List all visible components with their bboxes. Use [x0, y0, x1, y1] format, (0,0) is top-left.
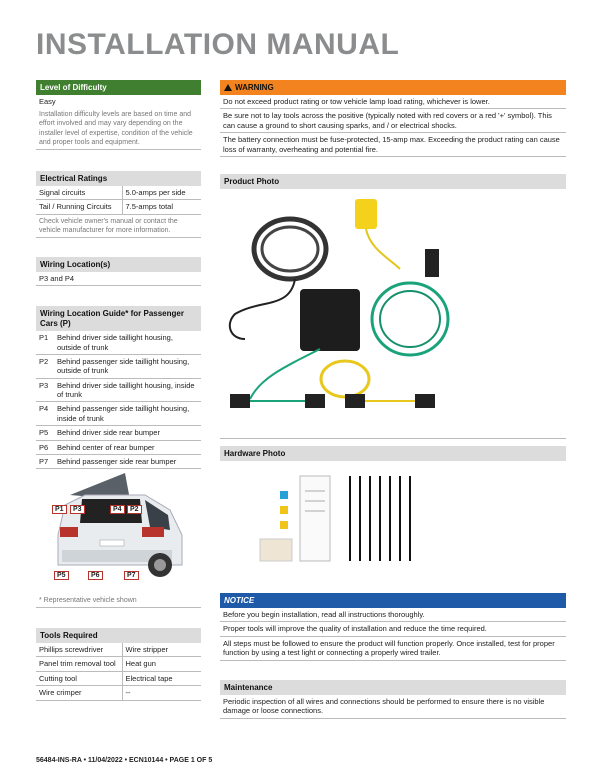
wiring-harness-image: [220, 189, 566, 439]
difficulty-note: Installation difficulty levels are based on time and effort involved and may vary depending on the installer level of expertise, condition of the vehicle and proper tools and equipment.: [36, 108, 201, 149]
table-row: [36, 643, 201, 657]
cell: P7: [36, 454, 54, 468]
cell: Behind driver side taillight housing, inside of trunk: [54, 378, 201, 402]
page-footer: 56484-INS-RA • 11/04/2022 • ECN10144 • PAGE 1 OF 5: [36, 757, 213, 764]
table-row: [36, 378, 201, 402]
warning-icon: [224, 84, 232, 91]
electrical-header: Electrical Ratings: [36, 171, 201, 186]
maintenance-text: Periodic inspection of all wires and connections should be performed to ensure there is no visible damage or loose connections.: [220, 695, 566, 719]
notice-header: NOTICE: [220, 593, 566, 608]
table-row: [36, 402, 201, 426]
cell: P3: [36, 378, 54, 402]
vehicle-illustration: [50, 465, 190, 585]
product-photo-header: Product Photo: [220, 174, 566, 189]
hardware-image: [220, 461, 566, 586]
warning-line-2: Be sure not to lay tools across the positive (typically noted with red covers or a red '+' symbol). This can cause a ground to short causing sparks, and / or electrical shocks.: [220, 109, 566, 133]
difficulty-level: Easy: [39, 97, 56, 106]
guide-table: [36, 331, 201, 469]
notice-section: [220, 593, 566, 661]
maintenance-header: Maintenance: [220, 680, 566, 695]
warning-section: [220, 80, 566, 157]
notice-line-2: Proper tools will improve the quality of installation and reduce the time required.: [220, 622, 566, 636]
hardware-photo: [220, 461, 566, 586]
cell: Heat gun: [122, 657, 201, 671]
warning-title: WARNING: [235, 83, 274, 92]
electrical-section: [36, 171, 201, 238]
cell: P4: [36, 402, 54, 426]
table-row: [36, 440, 201, 454]
warning-line-3: The battery connection must be fuse-protected, 15-amp max. Exceeding the product rating can cause loss of warranty, overheating and potential fire.: [220, 133, 566, 157]
label-p1: P1: [52, 505, 67, 514]
notice-line-3: All steps must be followed to ensure the product will function properly. Once installed, test for proper function by using a test light or connecting a properly wired trailer.: [220, 637, 566, 661]
page-title: INSTALLATION MANUAL: [36, 28, 400, 61]
cell: Cutting tool: [36, 671, 122, 685]
notice-line-1: Before you begin installation, read all instructions thoroughly.: [220, 608, 566, 622]
label-p3: P3: [70, 505, 85, 514]
tools-table: [36, 643, 201, 701]
label-p4: P4: [110, 505, 125, 514]
hardware-photo-header: Hardware Photo: [220, 446, 566, 461]
table-row: [36, 426, 201, 440]
electrical-note: Check vehicle owner's manual or contact the vehicle manufacturer for more information.: [36, 215, 201, 238]
guide-header: Wiring Location Guide* for Passenger Cars (P): [36, 306, 201, 331]
cell: 7.5-amps total: [122, 200, 201, 214]
guide-section: [36, 306, 201, 469]
table-row: [36, 186, 201, 200]
cell: P2: [36, 354, 54, 378]
hardware-photo-section: [220, 446, 566, 586]
table-row: [36, 671, 201, 685]
wiring-location-section: [36, 257, 201, 286]
cell: 5.0-amps per side: [122, 186, 201, 200]
warning-line-1: Do not exceed product rating or tow vehicle lamp load rating, whichever is lower.: [220, 95, 566, 109]
tools-header: Tools Required: [36, 628, 201, 643]
cell: Wire stripper: [122, 643, 201, 657]
difficulty-header: Level of Difficulty: [36, 80, 201, 95]
product-photo: [220, 189, 566, 439]
cell: Panel trim removal tool: [36, 657, 122, 671]
cell: Behind center of rear bumper: [54, 440, 201, 454]
cell: Wire crimper: [36, 686, 122, 700]
label-p7: P7: [124, 571, 139, 580]
tools-section: [36, 628, 201, 701]
label-p2: P2: [127, 505, 142, 514]
table-row: [36, 354, 201, 378]
cell: Electrical tape: [122, 671, 201, 685]
caption-section: [36, 594, 201, 608]
label-p5: P5: [54, 571, 69, 580]
table-row: [36, 200, 201, 214]
vehicle-caption: * Representative vehicle shown: [36, 594, 201, 608]
wiring-location-value: P3 and P4: [36, 272, 201, 286]
table-row: [36, 657, 201, 671]
cell: P5: [36, 426, 54, 440]
cell: Behind driver side taillight housing, outside of trunk: [54, 331, 201, 354]
warning-header: [220, 80, 566, 95]
label-p6: P6: [88, 571, 103, 580]
difficulty-section: [36, 80, 201, 150]
cell: Behind passenger side taillight housing, inside of trunk: [54, 402, 201, 426]
cell: Behind passenger side rear bumper: [54, 454, 201, 468]
cell: Behind driver side rear bumper: [54, 426, 201, 440]
cell: P6: [36, 440, 54, 454]
cell: --: [122, 686, 201, 700]
cell: P1: [36, 331, 54, 354]
table-row: [36, 686, 201, 700]
maintenance-section: [220, 680, 566, 719]
car-rear-image: [50, 465, 190, 585]
product-photo-section: [220, 174, 566, 439]
cell: Signal circuits: [36, 186, 122, 200]
electrical-table: [36, 186, 201, 215]
cell: Tail / Running Circuits: [36, 200, 122, 214]
cell: Phillips screwdriver: [36, 643, 122, 657]
wiring-location-header: Wiring Location(s): [36, 257, 201, 272]
cell: Behind passenger side taillight housing, outside of trunk: [54, 354, 201, 378]
table-row: [36, 331, 201, 354]
